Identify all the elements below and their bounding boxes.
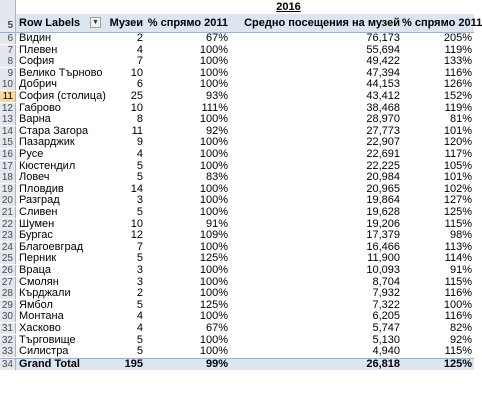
avg-visits-cell[interactable]: 76,173	[366, 32, 400, 44]
pct1-cell[interactable]: 125%	[199, 298, 228, 311]
pct2-cell[interactable]: 102%	[443, 182, 472, 195]
avg-visits-cell[interactable]: 5,130	[372, 333, 400, 346]
pct1-cell[interactable]: 100%	[199, 182, 228, 195]
pct2-cell[interactable]: 125%	[443, 357, 472, 370]
region-cell[interactable]: Стара Загора	[19, 124, 89, 137]
museums-header[interactable]: Музеи	[103, 14, 145, 32]
pct2-cell[interactable]: 105%	[443, 159, 472, 172]
table-row	[0, 311, 474, 322]
table-row	[0, 300, 474, 311]
museums-cell[interactable]: 9	[136, 136, 143, 149]
table-row	[0, 33, 474, 44]
pct2-cell[interactable]: 125%	[443, 206, 472, 218]
pct1-cell[interactable]: 100%	[199, 78, 228, 91]
table-row	[0, 91, 474, 102]
avg-visits-cell[interactable]: 4,940	[372, 345, 400, 358]
row-header[interactable]: 11	[0, 91, 16, 102]
pct2-cell[interactable]: 82%	[449, 322, 472, 334]
table-row	[0, 126, 474, 137]
museums-cell[interactable]: 2	[136, 32, 143, 44]
museums-cell[interactable]: 10	[130, 101, 143, 114]
avg-visits-cell[interactable]: 20,965	[366, 182, 400, 195]
pct1-cell[interactable]: 100%	[199, 136, 228, 149]
table-row	[0, 149, 474, 160]
table-row	[0, 45, 474, 56]
region-cell[interactable]: Сливен	[19, 206, 58, 218]
row-header[interactable]: 16	[0, 149, 16, 160]
pct1-cell[interactable]: 100%	[199, 310, 228, 323]
avg-visits-cell[interactable]: 43,412	[366, 90, 400, 102]
region-cell[interactable]: Силистра	[19, 345, 69, 358]
row-header[interactable]: 30	[0, 311, 16, 322]
avg-visits-cell[interactable]: 49,422	[366, 55, 400, 68]
pct1-cell[interactable]: 92%	[205, 124, 228, 137]
pct1-cell[interactable]: 83%	[205, 171, 228, 184]
avg-visits-cell[interactable]: 19,628	[366, 206, 400, 218]
table-row	[0, 79, 474, 90]
museums-cell[interactable]: 4	[136, 148, 143, 160]
pct2-cell[interactable]: 101%	[443, 124, 472, 137]
row-header-3[interactable]	[0, 0, 16, 14]
museums-cell[interactable]: 4	[136, 322, 143, 334]
filter-dropdown-icon[interactable]: ▼	[90, 17, 101, 28]
museums-cell[interactable]: 3	[136, 264, 143, 276]
pct2-cell[interactable]: 81%	[449, 113, 472, 126]
pct2-cell[interactable]: 116%	[444, 310, 472, 323]
table-row	[0, 277, 474, 288]
pct2-cell[interactable]: 101%	[443, 171, 472, 184]
row-header[interactable]: 22	[0, 219, 16, 230]
pct1-cell[interactable]: 109%	[199, 229, 228, 242]
row-header[interactable]: 8	[0, 56, 16, 67]
avg-visits-cell[interactable]: 26,818	[366, 357, 400, 370]
pct1-header[interactable]: % спрямо 2011	[145, 14, 230, 32]
row-header[interactable]: 5	[0, 14, 16, 32]
pct1-cell[interactable]: 100%	[199, 240, 228, 253]
museums-cell[interactable]: 5	[136, 206, 143, 218]
pct2-cell[interactable]: 152%	[443, 90, 472, 102]
avg-visits-cell[interactable]: 16,466	[366, 240, 400, 253]
avg-visits-cell[interactable]: 7,932	[372, 287, 400, 300]
row-header[interactable]: 15	[0, 137, 16, 148]
region-cell[interactable]: Варна	[19, 113, 51, 126]
museums-cell[interactable]: 5	[136, 333, 143, 346]
pct1-cell[interactable]: 67%	[205, 32, 228, 44]
pct2-cell[interactable]: 133%	[443, 55, 472, 68]
table-row	[0, 114, 474, 125]
museums-cell[interactable]: 4	[136, 310, 143, 323]
table-row	[0, 219, 474, 230]
pct1-cell[interactable]: 100%	[199, 345, 228, 358]
avg-visits-cell[interactable]: 22,691	[366, 148, 400, 160]
avg-visits-cell[interactable]: 8,704	[372, 275, 400, 288]
avg-visits-cell[interactable]: 5,747	[372, 322, 400, 334]
region-cell[interactable]: Благоевград	[19, 240, 84, 253]
avg-visits-cell[interactable]: 38,468	[366, 101, 400, 114]
pct1-cell[interactable]: 100%	[199, 159, 228, 172]
table-row	[0, 172, 474, 183]
region-cell[interactable]: София (столица)	[19, 90, 106, 102]
pct1-cell[interactable]: 100%	[199, 264, 228, 276]
region-cell[interactable]: Пловдив	[19, 182, 64, 195]
region-cell[interactable]: Grand Total	[19, 357, 80, 370]
avg-visits-cell[interactable]: 19,206	[366, 217, 400, 230]
pct2-cell[interactable]: 113%	[444, 240, 472, 253]
museums-cell[interactable]: 3	[136, 194, 143, 207]
row-header[interactable]: 24	[0, 242, 16, 253]
year-header[interactable]: 2016	[276, 1, 301, 13]
pct1-cell[interactable]: 111%	[201, 101, 228, 114]
avg-visits-cell[interactable]: 10,093	[366, 264, 400, 276]
museums-cell[interactable]: 7	[136, 240, 143, 253]
avg-visits-cell[interactable]: 7,322	[372, 298, 400, 311]
pct1-cell[interactable]: 100%	[199, 275, 228, 288]
grand-total-row	[0, 358, 474, 370]
museums-cell[interactable]: 195	[124, 357, 143, 370]
region-cell[interactable]: Разград	[19, 194, 60, 207]
pct2-header[interactable]: % спрямо 2011	[402, 14, 474, 32]
row-header[interactable]: 25	[0, 253, 16, 264]
avg-visits-cell[interactable]: 44,153	[366, 78, 400, 91]
pct2-cell[interactable]: 126%	[443, 78, 472, 91]
avg-visits-cell[interactable]: 22,907	[366, 136, 400, 149]
region-cell[interactable]: Добрич	[19, 78, 57, 91]
table-row	[0, 230, 474, 241]
avg-visits-cell[interactable]: 55,694	[366, 43, 400, 56]
row-header[interactable]: 6	[0, 33, 16, 44]
pct2-cell[interactable]: 127%	[443, 194, 472, 207]
table-row	[0, 161, 474, 172]
pct2-cell[interactable]: 98%	[449, 229, 472, 242]
row-header[interactable]: 23	[0, 230, 16, 241]
pct2-cell[interactable]: 115%	[444, 345, 472, 358]
row-header[interactable]: 27	[0, 277, 16, 288]
table-row	[0, 288, 474, 299]
museums-cell[interactable]: 8	[136, 113, 143, 126]
pct2-cell[interactable]: 116%	[444, 287, 472, 300]
pct1-cell[interactable]: 100%	[199, 55, 228, 68]
row-header[interactable]: 9	[0, 68, 16, 79]
pct1-cell[interactable]: 100%	[199, 287, 228, 300]
row-header[interactable]: 28	[0, 288, 16, 299]
table-row	[0, 184, 474, 195]
pct2-cell[interactable]: 100%	[443, 298, 472, 311]
table-row	[0, 335, 474, 346]
region-cell[interactable]: Монтана	[19, 310, 64, 323]
region-cell[interactable]: Русе	[19, 148, 44, 160]
pct2-cell[interactable]: 119%	[444, 43, 472, 56]
table-row	[0, 346, 474, 357]
row-header[interactable]: 14	[0, 126, 16, 137]
museums-cell[interactable]: 5	[136, 171, 143, 184]
pct1-cell[interactable]: 91%	[205, 217, 228, 230]
museums-cell[interactable]: 6	[136, 78, 143, 91]
avg-visits-header[interactable]: Средно посещения на музей	[230, 14, 402, 32]
museums-cell[interactable]: 5	[136, 159, 143, 172]
region-cell[interactable]: Видин	[19, 32, 52, 44]
region-cell[interactable]: Враца	[19, 264, 51, 276]
avg-visits-cell[interactable]: 11,900	[367, 252, 400, 265]
table-row	[0, 56, 474, 67]
row-header[interactable]: 33	[0, 346, 16, 357]
row-header[interactable]: 21	[0, 207, 16, 218]
pct2-cell[interactable]: 119%	[444, 101, 472, 114]
row-header[interactable]: 19	[0, 184, 16, 195]
pct1-cell[interactable]: 93%	[205, 90, 228, 102]
pct2-cell[interactable]: 115%	[444, 217, 472, 230]
table-row	[0, 242, 474, 253]
region-cell[interactable]: Плевен	[19, 43, 58, 56]
region-cell[interactable]: София	[19, 55, 55, 68]
row-header[interactable]: 29	[0, 300, 16, 311]
region-cell[interactable]: Шумен	[19, 217, 55, 230]
museums-cell[interactable]: 7	[136, 55, 143, 68]
row-header[interactable]: 32	[0, 335, 16, 346]
pct2-cell[interactable]: 117%	[444, 148, 472, 160]
region-cell[interactable]: Кърджали	[19, 287, 71, 300]
row-header[interactable]: 20	[0, 195, 16, 206]
table-row	[0, 103, 474, 114]
avg-visits-cell[interactable]: 28,970	[366, 113, 400, 126]
region-cell[interactable]: Перник	[19, 252, 57, 265]
museums-cell[interactable]: 25	[130, 90, 143, 102]
avg-visits-cell[interactable]: 19,864	[366, 194, 400, 207]
museums-cell[interactable]: 12	[130, 229, 143, 242]
region-cell[interactable]: Пазарджик	[19, 136, 75, 149]
pct1-cell[interactable]: 100%	[199, 194, 228, 207]
table-row	[0, 323, 474, 334]
pct1-cell[interactable]: 67%	[205, 322, 228, 334]
table-row	[0, 207, 474, 218]
museums-cell[interactable]: 10	[130, 66, 143, 79]
avg-visits-cell[interactable]: 17,379	[366, 229, 400, 242]
pct2-cell[interactable]: 114%	[444, 252, 472, 265]
region-cell[interactable]: Габрово	[19, 101, 61, 114]
row-labels-label: Row Labels	[19, 17, 81, 29]
museums-cell[interactable]: 14	[130, 182, 143, 195]
row-header[interactable]: 26	[0, 265, 16, 276]
pct1-cell[interactable]: 100%	[199, 43, 228, 56]
pct2-cell[interactable]: 120%	[443, 136, 472, 149]
pct1-cell[interactable]: 100%	[199, 66, 228, 79]
museums-cell[interactable]: 5	[136, 298, 143, 311]
row-header[interactable]: 18	[0, 172, 16, 183]
table-row	[0, 195, 474, 206]
avg-visits-cell[interactable]: 47,394	[366, 66, 400, 79]
region-cell[interactable]: Велико Търново	[19, 66, 103, 79]
row-header[interactable]: 12	[0, 103, 16, 114]
region-cell[interactable]: Смолян	[19, 275, 59, 288]
table-row	[0, 68, 474, 79]
pct1-cell[interactable]: 100%	[199, 113, 228, 126]
row-header[interactable]: 17	[0, 161, 16, 172]
pct2-cell[interactable]: 116%	[444, 66, 472, 79]
museums-cell[interactable]: 3	[136, 275, 143, 288]
region-cell[interactable]: Хасково	[19, 322, 61, 334]
table-row	[0, 265, 474, 276]
pct2-cell[interactable]: 91%	[449, 264, 472, 276]
pct1-cell[interactable]: 125%	[199, 252, 228, 265]
region-cell[interactable]: Кюстендил	[19, 159, 76, 172]
pct1-cell[interactable]: 100%	[199, 206, 228, 218]
pct2-cell[interactable]: 115%	[444, 275, 472, 288]
row-header[interactable]: 34	[0, 359, 16, 370]
museums-cell[interactable]: 2	[136, 287, 143, 300]
pct1-cell[interactable]: 99%	[205, 357, 228, 370]
avg-visits-cell[interactable]: 22,225	[366, 159, 400, 172]
region-cell[interactable]: Търговище	[19, 333, 76, 346]
table-row	[0, 137, 474, 148]
row-header[interactable]: 31	[0, 323, 16, 334]
avg-visits-cell[interactable]: 27,773	[366, 124, 400, 137]
row-header[interactable]: 7	[0, 45, 16, 56]
museums-cell[interactable]: 4	[136, 43, 143, 56]
row-header[interactable]: 10	[0, 79, 16, 90]
avg-visits-cell[interactable]: 6,205	[372, 310, 400, 323]
museums-cell[interactable]: 5	[136, 345, 143, 358]
region-cell[interactable]: Ловеч	[19, 171, 50, 184]
pct2-cell[interactable]: 205%	[443, 32, 472, 44]
pct1-cell[interactable]: 100%	[199, 333, 228, 346]
region-cell[interactable]: Ямбол	[19, 298, 53, 311]
museums-cell[interactable]: 11	[131, 124, 143, 137]
table-row	[0, 253, 474, 264]
region-cell[interactable]: Бургас	[19, 229, 53, 242]
pct2-cell[interactable]: 92%	[449, 333, 472, 346]
museums-cell[interactable]: 10	[130, 217, 143, 230]
avg-visits-cell[interactable]: 20,984	[366, 171, 400, 184]
row-header[interactable]: 13	[0, 114, 16, 125]
pct1-cell[interactable]: 100%	[199, 148, 228, 160]
museums-cell[interactable]: 5	[136, 252, 143, 265]
column-header-row	[0, 14, 482, 33]
row-labels-header[interactable]	[16, 14, 103, 32]
